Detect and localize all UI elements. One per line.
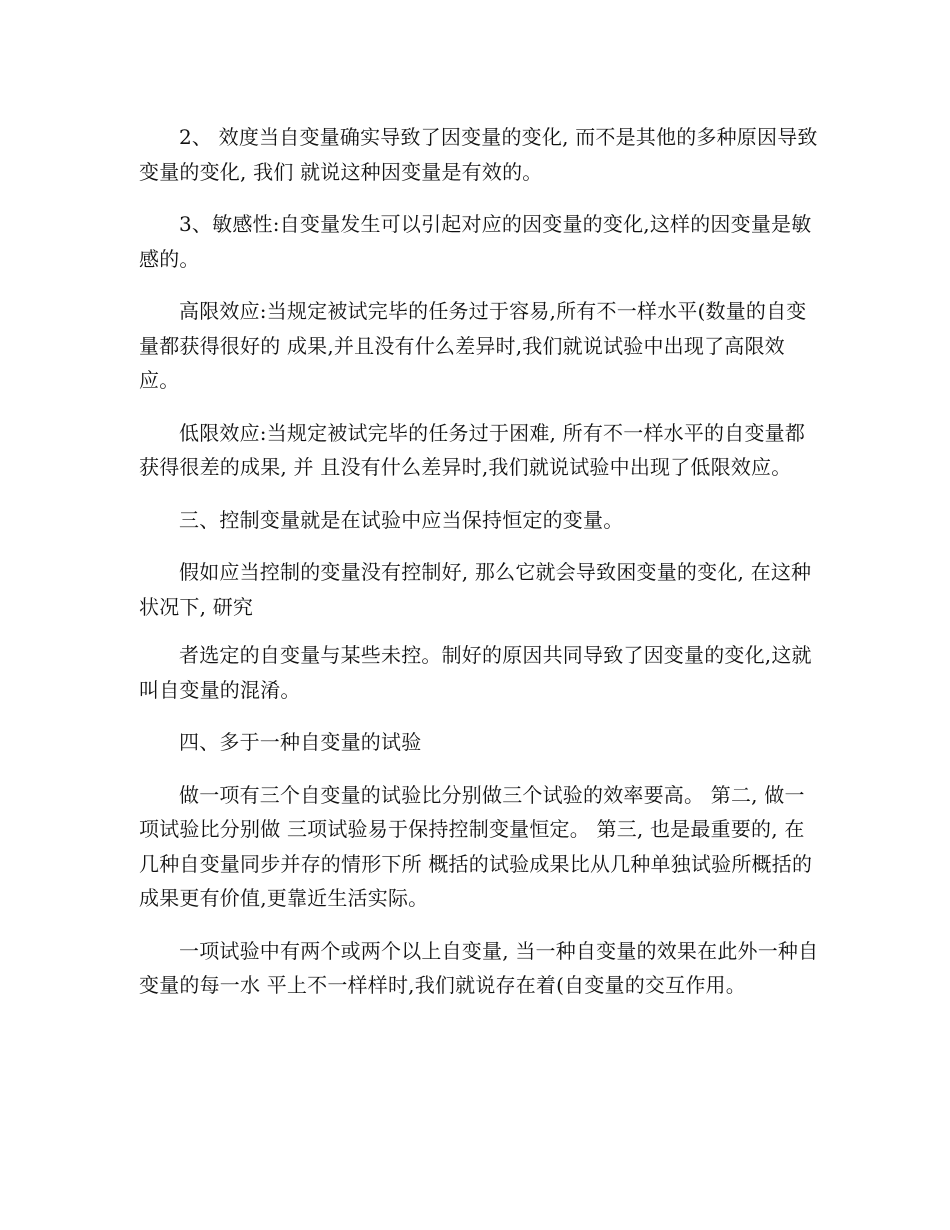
- paragraph-uncontrolled-variable: 假如应当控制的变量没有控制好, 那么它就会导致困变量的变化, 在这种状况下, 研究: [139, 560, 812, 619]
- paragraph-efficiency: 做一项有三个自变量的试验比分别做三个试验的效率要高。 第二, 做一项试验比分别做 三项试验易于保持控制变量恒定。 第三, 也是最重要的, 在几种自变量同步并存的情形下所 概括的试验成果比从几种单独试验所概括的成果更有价值,更靠近生活实际。: [139, 782, 813, 910]
- paragraph-validity: 2、 效度当自变量确实导致了因变量的变化, 而不是其他的多种原因导致变量的变化, 我们 就说这种因变量是有效的。: [139, 125, 818, 184]
- paragraph-ceiling-effect: 高限效应:当规定被试完毕的任务过于容易,所有不一样水平(数量的自变量都获得很好的 成果,并且没有什么差异时,我们就说试验中出现了高限效应。: [139, 299, 807, 392]
- paragraph-floor-effect: 低限效应:当规定被试完毕的任务过于困难, 所有不一样水平的自变量都获得很差的成果, 并 且没有什么差异时,我们就说试验中出现了低限效应。: [139, 420, 806, 479]
- paragraph-sensitivity: 3、敏感性:自变量发生可以引起对应的因变量的变化,这样的因变量是敏感的。: [139, 212, 812, 271]
- section-heading-multiple-variables: 四、多于一种自变量的试验: [179, 730, 422, 754]
- paragraph-control-variable: 三、控制变量就是在试验中应当保持恒定的变量。: [179, 507, 624, 532]
- paragraph-interaction: 一项试验中有两个或两个以上自变量, 当一种自变量的效果在此外一种自变量的每一水 平上不一样样时,我们就说存在着(自变量的交互作用。: [139, 938, 819, 997]
- document-body: [139, 120, 819, 1021]
- paragraph-confounding: 者选定的自变量与某些未控。制好的原因共同导致了因变量的变化,这就叫自变量的混淆。: [139, 643, 812, 702]
